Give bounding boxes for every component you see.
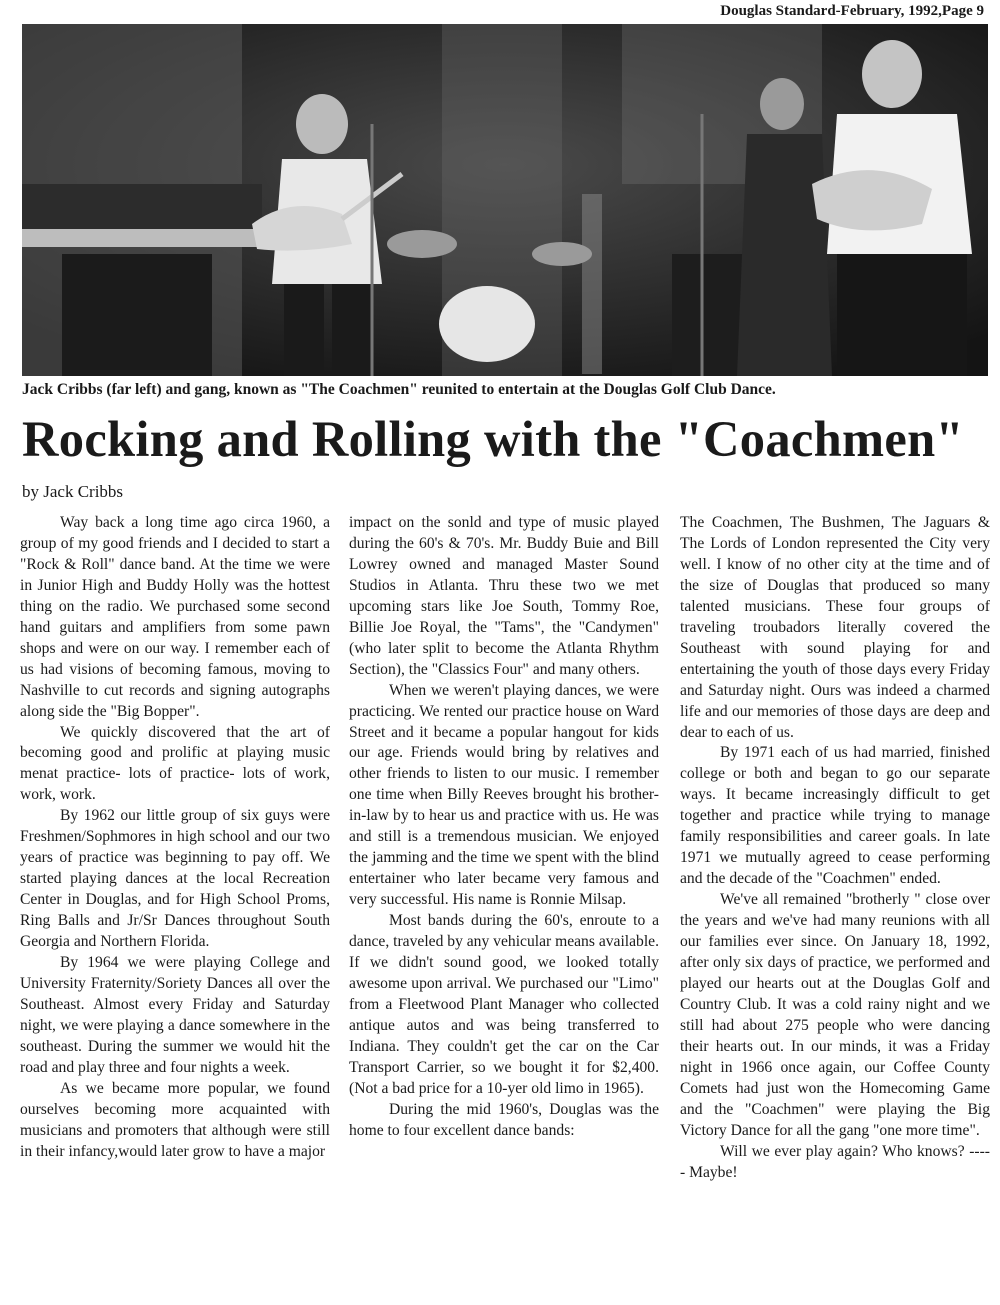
- paragraph: Will we ever play again? Who knows? ----- Maybe!: [680, 1142, 990, 1181]
- paragraph: During the mid 1960's, Douglas was the home to four excellent dance bands:: [349, 1100, 659, 1139]
- paragraph: By 1962 our little group of six guys were Freshmen/Sophmores in high school and our two years of practice was beginning to pay off. We started playing dances at the local Recreation Center in Douglas, and for High School Proms, Ring Balls and Jr/Sr Dances throughout South Georgia and Northern Florida.: [20, 807, 330, 951]
- paragraph: Way back a long time ago circa 1960, a group of my good friends and I decided to start a "Rock & Roll" dance band. At the time we were in Junior High and Buddy Holly was the hottest thing on the radio. We purchased some second hand guitars and amplifiers from some pawn shops and were on our way. I remember each of us had visions of becoming famous, moving to Nashville to cut records and signing autographs along side the "Big Bopper".: [20, 514, 330, 720]
- paragraph: By 1964 we were playing College and University Fraternity/Soriety Dances all over the Southeast. Almost every Friday and Saturday night, we were playing a dance somewhere in the southeast. During the summer we would hit the road and play three and four nights a week.: [20, 954, 330, 1076]
- paragraph: By 1971 each of us had married, finished college or both and began to go our separate ways. It became increasingly difficult to get together and practice while trying to manage family responsibilities and career goals. In late 1971 we mutually agreed to cease performing and the decade of the "Coachmen" ended.: [680, 744, 990, 888]
- article-column-2: [349, 513, 659, 1142]
- paragraph: impact on the sonld and type of music played during the 60's & 70's. Mr. Buddy Buie and Bill Lowrey owned and managed Master Sound Studios in Atlanta. Thru these two we met upcoming stars like Joe South, Tommy Roe, Billie Joe Royal, the "Tams", the "Candymen" (who later split to become the Atlanta Rhythm Section), the "Classics Four" and many others.: [349, 514, 659, 678]
- photo-illustration: [22, 24, 988, 376]
- page-header: Douglas Standard-February, 1992,Page 9: [720, 3, 984, 19]
- article-column-1: [20, 513, 330, 1163]
- byline: by Jack Cribbs: [22, 482, 124, 501]
- headline: Rocking and Rolling with the "Coachmen": [22, 411, 964, 467]
- paragraph: Most bands during the 60's, enroute to a dance, traveled by any vehicular means available. If we didn't sound good, we looked totally awesome upon arrival. We purchased our "Limo" from a Fleetwood Plant Manager who collected antique autos and was being transferred to Indiana. They couldn't get the car on the Car Transport Carrier, so we bought it for $2,400. (Not a bad price for a 10-yer old limo in 1965).: [349, 912, 659, 1097]
- paragraph: We've all remained "brotherly " close over the years and we've had many reunions with all our families ever since. On January 18, 1992, after only six days of practice, we performed and played our hearts out at the Douglas Golf and Country Club. It was a cold rainy night and we still had about 275 people who were dancing their hearts out. In our minds, it was a Friday night in 1966 once again, our Coffee County Comets had just won the Homecoming Game and the "Coachmen" were playing the Big Victory Dance for all the gang "one more time".: [680, 891, 990, 1139]
- paragraph: The Coachmen, The Bushmen, The Jaguars & The Lords of London represented the City very well. I know of no other city at the time and of the size of Douglas that produced so many talented musicians. These four groups of traveling troubadors literally covered the Southeast with sound playing for and entertaining the youth of those days every Friday and Saturday night. Ours was indeed a charmed life and our memories of those days are deep and dear to each of us.: [680, 514, 990, 741]
- paragraph: When we weren't playing dances, we were practicing. We rented our practice house on Ward Street and it became a popular hangout for kids our age. Friends would bring by relatives and other friends to listen to our music. I remember one time when Billy Reeves brought his brother-in-law by to hear us and practice with us. He was and still is a tremendous musician. We enjoyed the jamming and the time we spent with the blind entertainer who later became very famous and very successful. His name is Ronnie Milsap.: [349, 681, 659, 909]
- paragraph: As we became more popular, we found ourselves becoming more acquainted with musicians and promoters that although were still in their infancy,would later grow to have a major: [20, 1079, 330, 1160]
- band-performance-photo: [22, 24, 988, 376]
- photo-caption: Jack Cribbs (far left) and gang, known as "The Coachmen" reunited to entertain at the Douglas Golf Club Dance.: [22, 381, 776, 398]
- paragraph: We quickly discovered that the art of becoming good and prolific at playing music menat practice- lots of practice- lots of work, work, work.: [20, 723, 330, 804]
- article-column-3: [680, 513, 990, 1184]
